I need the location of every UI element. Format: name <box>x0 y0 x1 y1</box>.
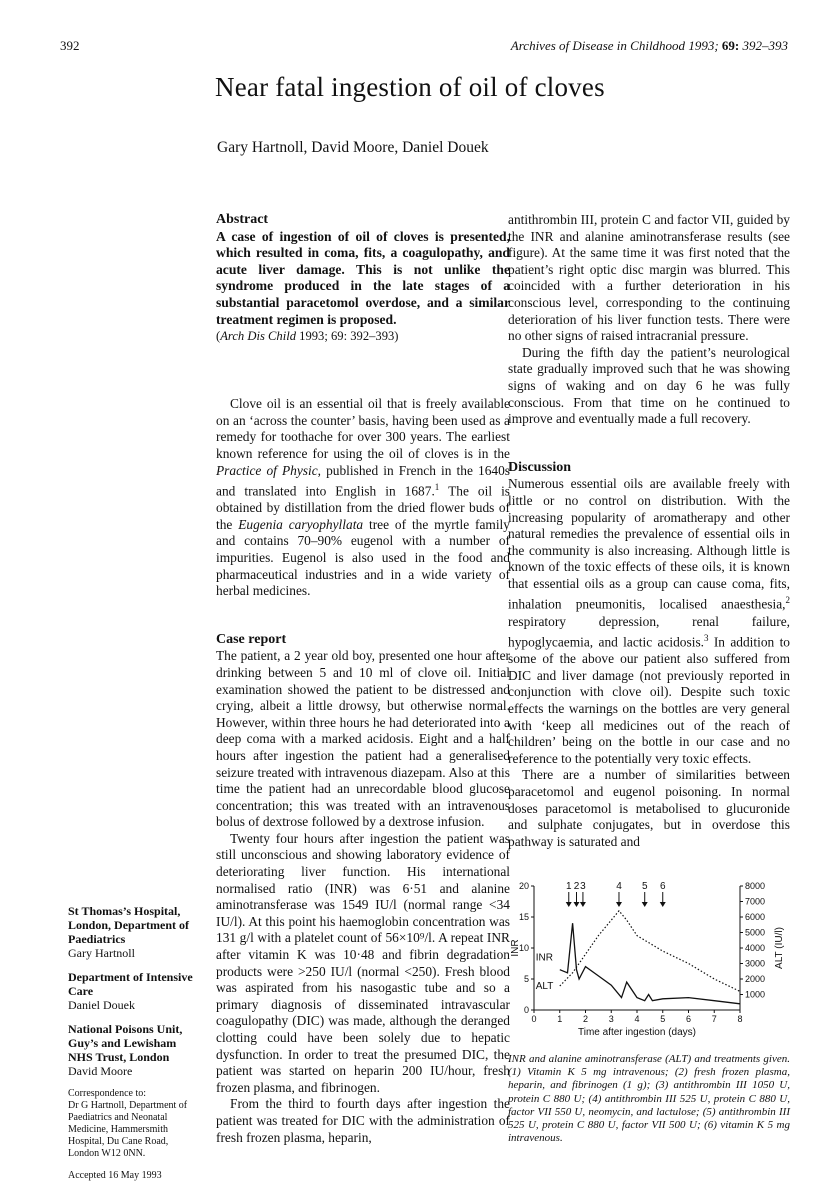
case-report-heading: Case report <box>216 631 287 647</box>
treatment-arrow-head <box>642 902 648 907</box>
journal-pages: 392–393 <box>742 38 788 53</box>
main-column-right <box>508 212 790 850</box>
series-label-inr: INR <box>535 952 553 964</box>
affiliations-sidebar <box>68 904 198 1182</box>
journal-citation <box>511 38 788 54</box>
right-tick-label: 1000 <box>745 989 766 1000</box>
correspondence-label: Correspondence to: <box>68 1088 147 1099</box>
series-line-alt <box>560 911 740 992</box>
right-tick-label: 8000 <box>745 881 766 891</box>
abstract-body: A case of ingestion of oil of cloves is presented, which resulted in coma, fits, a coagulopathy, and acute liver damage. This is not unlike the syndrome produced in the late stages of a substantial paracetomol overdose, and a similar treatment regimen is proposed. <box>216 228 510 327</box>
right-tick-label: 7000 <box>745 896 766 907</box>
left-tick-label: 5 <box>523 974 529 984</box>
intro-paragraph: Clove oil is an essential oil that is freely available on an ‘across the counter’ basis, having been used as a remedy for toothache for over 300 years. The earliest known reference for using the oil of cloves is in the Practice of Physic, published in French in the 1640s and translated into English in 1687.$^1$ The oil is obtained by distillation from the dried flower buds of the Eugenia caryophyllata tree of the myrtle family and contains 70–90% eugenol with a number of impurities. Eugenol is also used in the food and pharmaceutical industries and in a wide variety of herbal medicines. <box>216 396 511 599</box>
page-number: 392 <box>60 38 80 53</box>
right-tick-label: 5000 <box>745 927 766 938</box>
article-authors: Gary Hartnoll, David Moore, Daniel Douek <box>217 139 489 156</box>
treatment-label: 1 <box>565 881 572 892</box>
x-tick-label: 4 <box>634 1014 640 1024</box>
x-tick-label: 1 <box>557 1014 563 1024</box>
case-paragraph-5: During the fifth day the patient’s neurological state gradually improved such that he was showing signs of waking and on day 6 he was fully conscious. From that time on he continued to improve and eventually made a full recovery. <box>508 344 790 427</box>
accepted-date: Accepted 16 May 1993 <box>68 1170 162 1181</box>
treatment-label: 6 <box>659 881 666 892</box>
series-label-alt: ALT <box>535 980 554 992</box>
left-tick-label: 10 <box>518 943 529 953</box>
right-tick-label: 2000 <box>745 974 766 984</box>
figure-inr-alt <box>508 874 790 1050</box>
abstract-citation: (Arch Dis Child 1993; 69: 392–393) <box>216 329 399 344</box>
discussion-paragraph-1: Numerous essential oils are available freely with little or no control on distribution. With the increasing popularity of aromatherapy and other natural remedies the prevalence of essential oils in the community is also increasing. Although little is known of the toxic effects of these oils, it is known that essential oils as a group can cause coma, fits, inhalation pneumonitis, localised anaesthesia,$^2$ respiratory depression, renal failure, hypoglycaemia, and lactic acidosis.$^3$ In addition to some of the above our patient also suffered from DIC and liver damage (not previously reported in conjunction with clove oil). Despite such toxic effects the warnings on the bottles are very general with ‘keep all medicines out of the reach of children’ being on the bottle in our case and no reference to the potentially very toxic effects. <box>508 476 790 766</box>
x-tick-label: 0 <box>531 1014 537 1024</box>
journal-volume: 69: <box>721 38 740 53</box>
affiliation-name: National Poisons Unit, Guy’s and Lewisham NHS Trust, London <box>68 1022 183 1064</box>
right-axis-label: ALT (IU/l) <box>774 927 785 969</box>
case-paragraph-1: The patient, a 2 year old boy, presented one hour after drinking between 5 and 10 ml of clove oil. Initial examination showed the patient to be distressed and crying, albeit a little drowsy, but otherwise normal. However, within three hours he had deteriorated into a deep coma with a marked acidosis. Eight and a half hours after ingestion the patient had a generalised seizure treated with intravenous diazepam. Also at this time the patient had an unrecordable blood glucose concentration; this was treated with an intravenous bolus of dextrose followed by a dextrose infusion. <box>216 648 510 830</box>
correspondence-text: Dr G Hartnoll, Department of Paediatrics and Neonatal Medicine, Hammersmith Hospital, Du Cane Road, London W12 0NN. <box>68 1100 188 1159</box>
left-tick-label: 15 <box>518 912 529 922</box>
treatment-label: 5 <box>641 881 648 892</box>
article-title: Near fatal ingestion of oil of cloves <box>215 72 605 102</box>
x-axis-label: Time after ingestion (days) <box>577 1027 697 1038</box>
x-tick-label: 6 <box>685 1014 692 1024</box>
series-line-inr <box>560 923 740 1004</box>
affiliation-name: St Thomas’s Hospital, London, Department of Paediatrics <box>68 904 190 946</box>
case-paragraph-2: Twenty four hours after ingestion the patient was still unconscious and showing laboratory evidence of deteriorating liver function. His international normalised ratio (INR) was 6·51 and alanine aminotransferase was 1549 IU/l (normal range <34 IU/l). At this point his haemoglobin concentration was 131 g/l with a platelet count of 56×10⁹/l. A repeat INR after vitamin K was 10·48 and fibrin degradation products were >250 IU/l (normal <250). Fresh blood was aspirated from his nasogastic tube and so a primary diagnosis of disseminated intravascular coagulopathy (DIC) was made, although the deranged clotting could have been solely due to hepatic dysfunction. In order to treat the presumed DIC, the patient was started on heparin 200 IU/hour, fresh frozen plasma, and fibrinogen. <box>216 830 510 1095</box>
treatment-arrow-head <box>573 902 579 907</box>
abstract-cite-rest: 1993; 69: 392–393) <box>296 329 399 344</box>
treatment-arrow-head <box>616 902 622 907</box>
journal-year: 1993; <box>688 38 719 53</box>
right-tick-label: 3000 <box>745 958 766 969</box>
right-tick-label: 6000 <box>745 912 766 922</box>
discussion-paragraph-2: There are a number of similarities between paracetomol and eugenol poisoning. In normal doses paracetomol is metabolised to glucuronide and sulphate conjugates, but in overdose this pathway is saturated and <box>508 767 790 849</box>
treatment-arrow-head <box>580 902 586 907</box>
x-tick-label: 3 <box>608 1014 614 1024</box>
right-tick-label: 4000 <box>745 943 766 953</box>
x-tick-label: 7 <box>711 1014 717 1024</box>
treatment-label: 4 <box>616 881 622 892</box>
treatment-arrow-head <box>566 902 572 907</box>
left-axis-label: INR <box>510 939 521 957</box>
x-tick-label: 8 <box>737 1014 743 1024</box>
x-tick-label: 2 <box>582 1014 589 1024</box>
left-tick-label: 0 <box>523 1005 529 1015</box>
main-column-left <box>216 212 510 1146</box>
x-tick-label: 5 <box>660 1014 666 1024</box>
left-tick-label: 20 <box>518 881 529 891</box>
case-paragraph-3: From the third to fourth days after ingestion the patient was treated for DIC with the administration of fresh frozen plasma, heparin, <box>216 1096 510 1145</box>
affiliation-person: David Moore <box>68 1064 133 1078</box>
figure-caption: INR and alanine aminotransferase (ALT) and treatments given. (1) Vitamin K 5 mg intravenous; (2) fresh frozen plasma, heparin, and fibrinogen (1 g); (3) antithrombin III 1050 U, protein C 880 U; (4) antithrombin III 525 U, protein C 880 U, factor VII 550 U, neomycin, and lactulose; (5) antithrombin III 525 U, protein C 880 U, factor VII 500 U; (6) vitamin K 5 mg intravenous. <box>508 1053 790 1145</box>
treatment-arrow-head <box>660 902 666 907</box>
treatment-label: 2 <box>573 881 580 892</box>
case-paragraph-4: antithrombin III, protein C and factor VII, guided by the INR and alanine aminotransferase results (see figure). At the same time it was first noted that the patient’s right optic disc margin was blurred. This coincided with a further deterioration in his conscious level, corresponding to the continuing deterioration of his liver function tests. There were no other signs of raised intracranial pressure. <box>508 212 790 344</box>
inr-alt-chart <box>508 874 790 1050</box>
discussion-heading: Discussion <box>508 459 572 475</box>
journal-name: Archives of Disease in Childhood <box>510 38 686 53</box>
affiliation-person: Gary Hartnoll <box>68 946 135 960</box>
abstract-heading: Abstract <box>216 212 269 227</box>
affiliation-person: Daniel Douek <box>68 998 135 1012</box>
abstract-cite-journal: Arch Dis Child <box>220 329 296 344</box>
treatment-label: 3 <box>580 881 586 892</box>
affiliation-name: Department of Intensive Care <box>68 970 193 998</box>
